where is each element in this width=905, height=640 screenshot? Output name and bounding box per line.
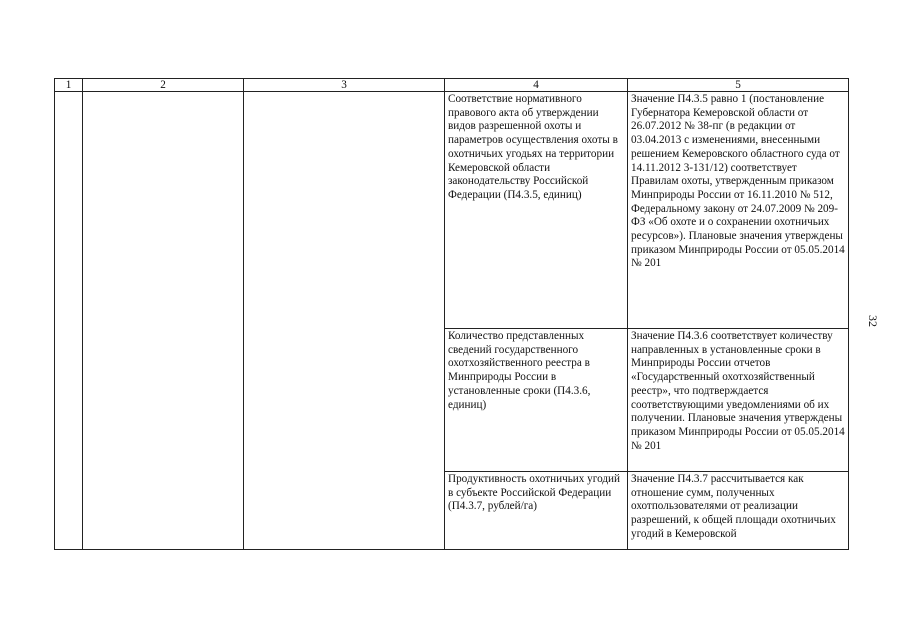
cell-col3 — [244, 92, 445, 550]
cell-col2 — [83, 92, 244, 550]
value-cell: Значение П4.3.5 равно 1 (постановление Губернатора Кемеровской области от 26.07.2012 № 38-пг (в редакции от 03.04.2013 с изменениями, внесенными решением Кемеровского областного суда от 14.11.2012 3-131/12) соответствует Правилам охоты, утвержденным приказом Минприроды России от 16.11.2010 № 512, Федеральному закону от 24.07.2009 № 209-ФЗ «Об охоте и о сохранении охотничьих ресурсов»). Плановые значения утверждены приказом Минприроды России от 05.05.2014 № 201 — [628, 92, 849, 329]
indicator-cell: Соответствие нормативного правового акта об утверждении видов разрешенной охоты и параметров осуществления охоты в охотничьих угодьях на территории Кемеровской области законодательству Российской Федерации (П4.3.5, единиц) — [445, 92, 628, 329]
table-row — [55, 92, 849, 329]
column-number-3: 3 — [244, 79, 445, 92]
column-number-5: 5 — [628, 79, 849, 92]
cell-col1 — [55, 92, 83, 550]
column-number-4: 4 — [445, 79, 628, 92]
page-number: 32 — [866, 315, 880, 327]
column-number-1: 1 — [55, 79, 83, 92]
indicators-table — [54, 78, 849, 550]
value-cell: Значение П4.3.6 соответствует количеству направленных в установленные сроки в Минприроды России отчетов «Государственный охотхозяйственный реестр», что подтверждается соответствующими уведомлениями об их получении. Плановые значения утверждены приказом Минприроды России от 05.05.2014 № 201 — [628, 329, 849, 472]
indicator-cell: Продуктивность охотничьих угодий в субъекте Российской Федерации (П4.3.7, рублей/га) — [445, 472, 628, 550]
column-number-2: 2 — [83, 79, 244, 92]
indicator-cell: Количество представленных сведений государственного охотхозяйственного реестра в Минприроды России в установленные сроки (П4.3.6, единиц) — [445, 329, 628, 472]
value-cell: Значение П4.3.7 рассчитывается как отношение сумм, полученных охотпользователями от реализации разрешений, к общей площади охотничьих угодий в Кемеровской — [628, 472, 849, 550]
column-number-row — [55, 79, 849, 92]
